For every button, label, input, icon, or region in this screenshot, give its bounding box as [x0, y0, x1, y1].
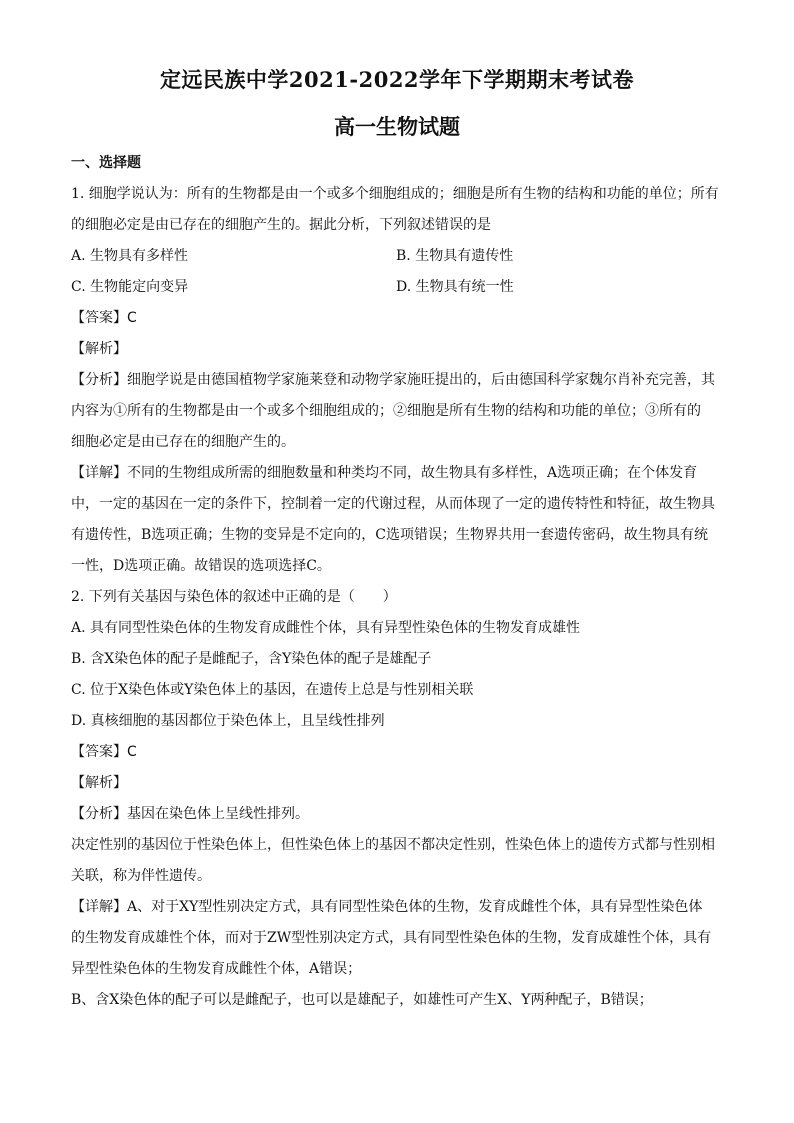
q2-detail-line: B、含X染色体的配子可以是雌配子，也可以是雄配子，如雄性可产生X、Y两种配子，B错误； [71, 992, 653, 1008]
section-title: 一、选择题 [71, 155, 141, 171]
q2-analysis-line: 决定性别的基因位于性染色体上，但性染色体上的基因不都决定性别，性染色体上的遗传方式都与性别相 [71, 837, 715, 853]
q1-analysis-label: 【解析】 [71, 341, 127, 357]
q1-analysis-line: 【分析】细胞学说是由德国植物学家施莱登和动物学家施旺提出的，后由德国科学家魏尔肖补充完善，其 [71, 372, 715, 388]
q1-stem-line: 的细胞必定是由已存在的细胞产生的。据此分析，下列叙述错误的是 [71, 217, 491, 233]
q2-analysis-label: 【解析】 [71, 775, 127, 791]
q1-detail-line: 中，一定的基因在一定的条件下，控制着一定的代谢过程，从而体现了一定的遗传特性和特征，故生物具 [71, 496, 715, 512]
q2-option-d: D. 真核细胞的基因都位于染色体上，且呈线性排列 [71, 713, 385, 729]
q1-analysis-line: 细胞必定是由已存在的细胞产生的。 [71, 434, 295, 450]
question-1 [71, 179, 721, 582]
q2-option-a: A. 具有同型性染色体的生物发育成雌性个体，具有异型性染色体的生物发育成雄性 [71, 620, 581, 636]
q1-option-a: A. 生物具有多样性 [71, 248, 189, 264]
q2-option-c: C. 位于X染色体或Y染色体上的基因，在遗传上总是与性别相关联 [71, 682, 474, 698]
exam-subtitle: 高一生物试题 [334, 114, 460, 139]
q1-stem-line: 1. 细胞学说认为：所有的生物都是由一个或多个细胞组成的；细胞是所有生物的结构和功能的单位；所有 [71, 186, 719, 202]
exam-title: 定远民族中学2021-2022学年下学期期末考试卷 [159, 67, 635, 92]
q2-detail-line: 异型性染色体的生物发育成雌性个体，A错误； [71, 961, 362, 977]
q2-stem: 2. 下列有关基因与染色体的叙述中正确的是（ ） [71, 589, 397, 605]
exam-content [71, 148, 721, 1016]
q2-analysis-line: 关联，称为伴性遗传。 [71, 868, 211, 884]
q2-analysis-line: 【分析】基因在染色体上呈线性排列。 [71, 806, 309, 822]
q2-option-b: B. 含X染色体的配子是雌配子，含Y染色体的配子是雄配子 [71, 651, 432, 667]
q1-detail-line: 有遗传性，B选项正确；生物的变异是不定向的，C选项错误；生物界共用一套遗传密码，故生物具有统 [71, 527, 708, 543]
q1-option-b: B. 生物具有遗传性 [396, 248, 514, 264]
q2-detail-line: 【详解】A、对于XY型性别决定方式，具有同型性染色体的生物，发育成雌性个体，具有异型性染色体 [71, 899, 703, 915]
q2-answer: 【答案】C [71, 744, 137, 760]
q1-options-row [71, 272, 721, 303]
q1-option-c: C. 生物能定向变异 [71, 279, 189, 295]
q1-option-d: D. 生物具有统一性 [396, 279, 514, 295]
q1-answer: 【答案】C [71, 310, 137, 326]
q1-options-row [71, 241, 721, 272]
q1-detail-line: 【详解】不同的生物组成所需的细胞数量和种类均不同，故生物具有多样性，A选项正确；在个体发育 [71, 465, 698, 481]
q2-detail-line: 的生物发育成雄性个体，而对于ZW型性别决定方式，具有同型性染色体的生物，发育成雄性个体，具有 [71, 930, 712, 946]
question-2 [71, 582, 721, 1016]
q1-detail-line: 一性，D选项正确。故错误的选项选择C。 [71, 558, 331, 574]
q1-analysis-line: 内容为①所有的生物都是由一个或多个细胞组成的；②细胞是所有生物的结构和功能的单位；③所有的 [71, 403, 701, 419]
